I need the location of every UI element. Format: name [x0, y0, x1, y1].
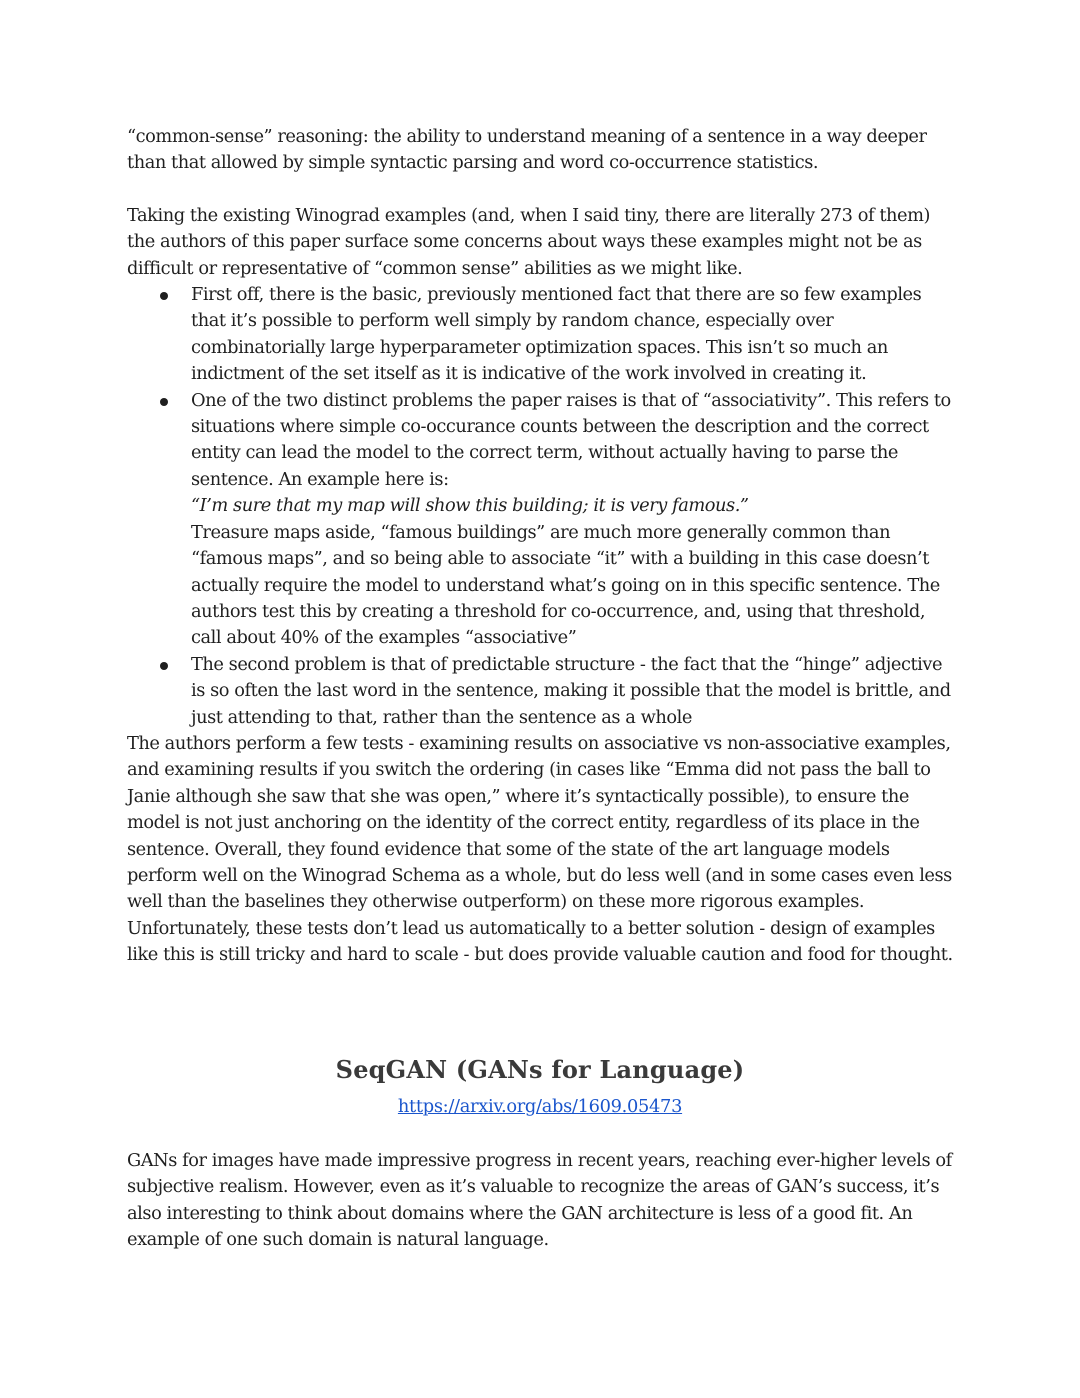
bullet-icon: [160, 398, 168, 406]
winograd-paragraph: Taking the existing Winograd examples (and, when I said tiny, there are literally 273 of them) the authors of this paper surface some concerns about ways these examples might not be as difficult or representative of “common sense” abilities as we might like.: [127, 204, 930, 279]
section-link-line: [0, 1094, 1080, 1120]
section-body: [127, 1148, 957, 1254]
bullet-icon: [160, 662, 168, 670]
example-quote: “I’m sure that my map will show this building; it is very famous.”: [191, 495, 749, 517]
conclusion-paragraph: The authors perform a few tests - examining results on associative vs non-associative examples, and examining results if you switch the ordering (in cases like “Emma did not pass the ball to Janie although she saw that she was open,” where it’s syntactically possible), to ensure the model is not just anchoring on the identity of the correct entity, regardless of its place in the sentence. Overall, they found evidence that some of the state of the art language models perform well on the Winograd Schema as a whole, but do less well (and in some cases even less well than the baselines they otherwise outperform) on these more rigorous examples. Unfortunately, these tests don’t lead us automatically to a better solution - design of examples like this is still tricky and hard to scale - but does provide valuable caution and food for thought.: [127, 732, 953, 966]
arxiv-link[interactable]: https://arxiv.org/abs/1609.05473: [397, 1096, 683, 1117]
section-paragraph: GANs for images have made impressive progress in recent years, reaching ever-higher levels of subjective realism. However, even as it’s valuable to recognize the areas of GAN’s success, it’s also interesting to think about domains where the GAN architecture is less of a good fit. An example of one such domain is natural language.: [127, 1150, 952, 1251]
list-item: [127, 652, 957, 731]
bullet-text: One of the two distinct problems the paper raises is that of “associativity”. This refers to situations where simple co-occurance counts between the description and the correct entity can lead the model to the correct term, without actually having to parse the sentence. An example here is:: [191, 389, 951, 490]
section-heading: SeqGAN (GANs for Language): [335, 1055, 745, 1084]
bullet-text: The second problem is that of predictable structure - the fact that the “hinge” adjective is so often the last word in the sentence, making it possible that the model is brittle, and just attending to that, rather than the sentence as a whole: [191, 653, 951, 728]
list-item: [127, 282, 957, 388]
document-body: [127, 124, 957, 969]
list-item: [127, 388, 957, 652]
bullet-icon: [160, 292, 168, 300]
intro-paragraph: “common-sense” reasoning: the ability to understand meaning of a sentence in a way deeper than that allowed by simple syntactic parsing and word co-occurrence statistics.: [127, 126, 927, 174]
bullet-followup-text: Treasure maps aside, “famous buildings” are much more generally common than “famous maps”, and so being able to associate “it” with a building in this case doesn’t actually require the model to understand what’s going on in this specific sentence. The authors test this by creating a threshold for co-occurrence, and, using that threshold, call about 40% of the examples “associative”: [191, 521, 940, 649]
concerns-list: [127, 282, 957, 731]
bullet-text: First off, there is the basic, previously mentioned fact that there are so few examples that it’s possible to perform well simply by random chance, especially over combinatorially large hyperparameter optimization spaces. This isn’t so much an indictment of the set itself as it is indicative of the work involved in creating it.: [191, 284, 922, 385]
